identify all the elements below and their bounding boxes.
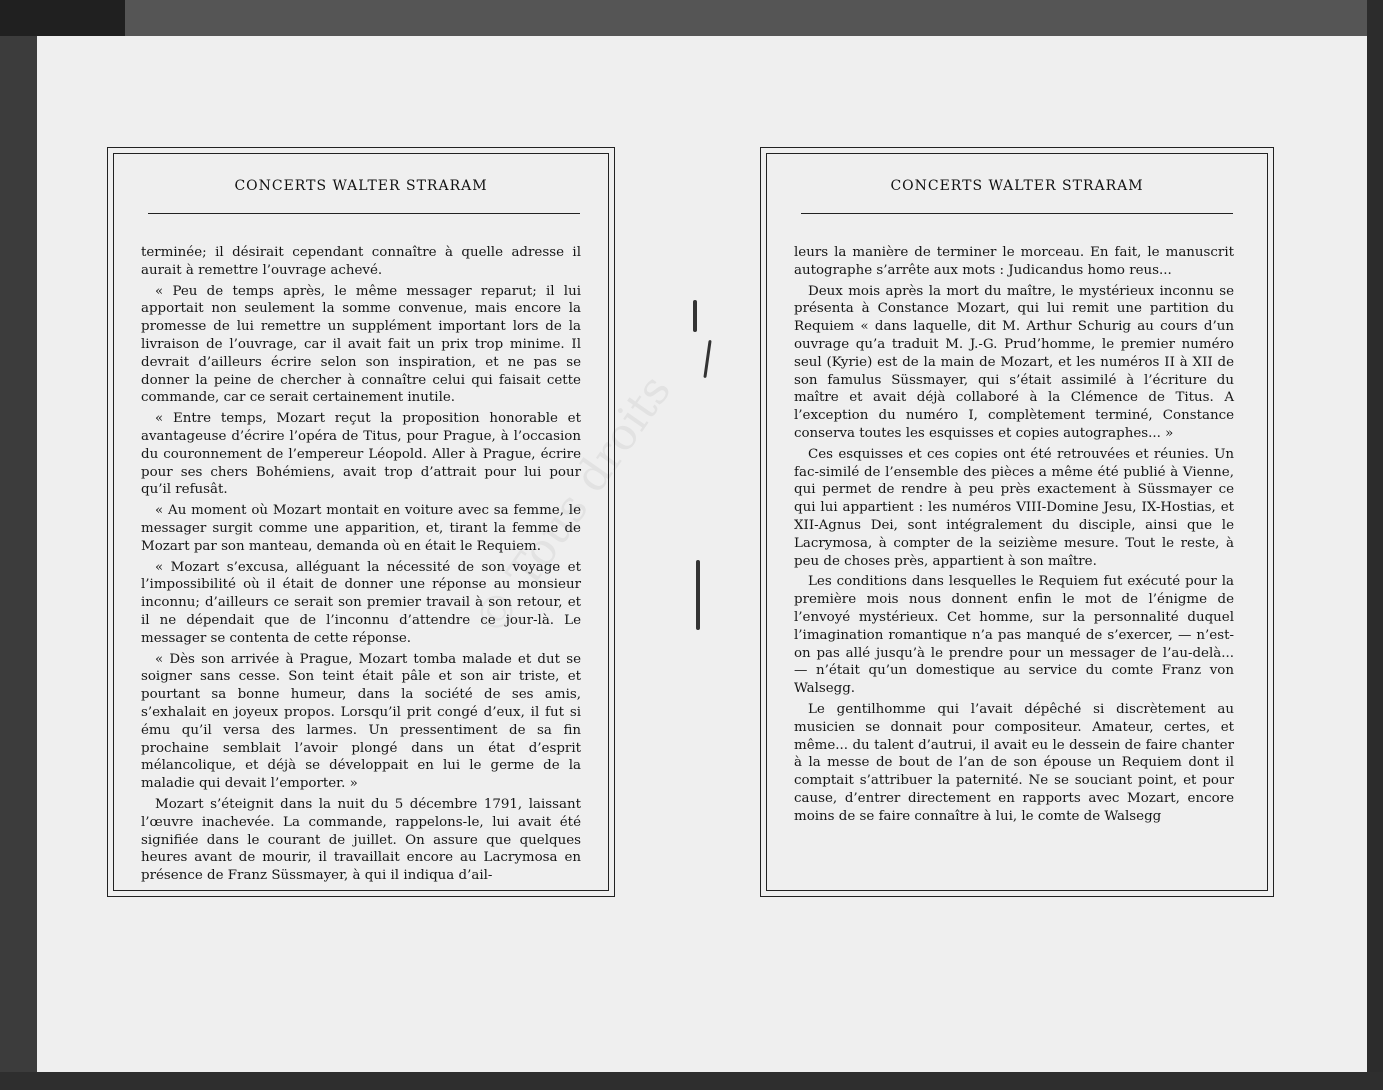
left-page [107, 147, 615, 897]
paragraph: Deux mois après la mort du maître, le mystérieux inconnu se présenta à Constance Mozart, qui lui remit une partition du Requiem « dans laquelle, dit M. Arthur Schurig au cours d’un ouvrage qu’a traduit M. J.-G. Prud’homme, le premier numéro seul (Kyrie) est de la main de Mozart, et les numéros II à XII de son famulus Süssmayer, qui s’était assimilé à l’écriture du maître et avait déjà collaboré à la Clémence de Titus. A l’exception du numéro I, complètement terminé, Constance conserva toutes les esquisses et copies autographes... » [794, 283, 1234, 441]
scanner-right-edge [1367, 0, 1383, 1090]
paragraph: « Entre temps, Mozart reçut la proposition honorable et avantageuse d’écrire l’opéra de Titus, pour Prague, à l’occasion du couronnement de l’empereur Léopold. Aller à Prague, écrire pour ses chers Bohémiens, avait trop d’attrait pour lui pour qu’il refusât. [141, 411, 581, 498]
paragraph: « Au moment où Mozart montait en voiture avec sa femme, le messager surgit comme une apparition, et, tirant la femme de Mozart par son manteau, demanda où en était le Requiem. [141, 503, 581, 554]
scanner-left-edge [0, 36, 37, 1072]
binding-mark [696, 560, 700, 630]
paragraph: Ces esquisses et ces copies ont été retrouvées et réunies. Un fac-similé de l’ensemble des pièces a même été publié à Vienne, qui permet de rendre à peu près exactement à Süssmayer ce qui lui appartient : les numéros VIII-Domine Jesu, IX-Hostias, et XII-Agnus Dei, sont intégralement du disciple, ainsi que le Lacrymosa, à compter de la seizième mesure. Tout le reste, à peu de choses près, appartient à son maître. [794, 446, 1234, 569]
paragraph: Les conditions dans lesquelles le Requiem fut exécuté pour la première mois nous donnent enfin le mot de l’énigme de l’envoyé mystérieux. Cet homme, sur la personnalité duquel l’imagination romantique n’a pas manqué de s’exercer, — n’est-on pas allé jusqu’à le prendre pour un messager de l’au-delà... — n’était qu’un domestique au service du comte Franz von Walsegg. [794, 574, 1234, 697]
paragraph: terminée; il désirait cependant connaître à quelle adresse il aurait à remettre l’ouvrage achevé. [141, 245, 581, 278]
right-page-text [794, 244, 1234, 829]
paragraph: « Peu de temps après, le même messager reparut; il lui apportait non seulement la somme convenue, mais encore la promesse de lui remettre un supplément important lors de la livraison de l’ouvrage, car il avait fait un prix trop minime. Il devrait d’ailleurs écrire selon son inspiration, et ne pas se donner la peine de chercher à connaître celui qui faisait cette commande, car ce serait certainement inutile. [141, 283, 581, 406]
paragraph: « Dès son arrivée à Prague, Mozart tomba malade et dut se soigner sans cesse. Son teint était pâle et son air triste, et pourtant sa bonne humeur, dans la société de ses amis, s’exhalait en joyeux propos. Lorsqu’il prit congé d’eux, il fut si ému qu’il versa des larmes. Un pressentiment de sa fin prochaine semblait l’avoir plongé dans un état d’esprit mélancolique, et déjà se développait en lui le germe de la maladie qui devait l’emporter. » [141, 651, 581, 792]
scanner-top-edge [0, 0, 1383, 36]
paragraph: leurs la manière de terminer le morceau. En fait, le manuscrit autographe s’arrête aux mots : Judicandus homo reus... [794, 245, 1234, 278]
binding-mark [693, 300, 697, 332]
left-page-header: CONCERTS WALTER STRARAM [234, 178, 488, 194]
paragraph: Mozart s’éteignit dans la nuit du 5 décembre 1791, laissant l’œuvre inachevée. La commande, rappelons-le, lui avait été signifiée dans le courant de juillet. On assure que quelques heures avant de mourir, il travaillait encore au Lacrymosa en présence de Franz Süssmayer, à qui il indiqua d’ail- [141, 796, 581, 884]
right-page-header: CONCERTS WALTER STRARAM [890, 178, 1144, 194]
scanner-bottom-edge [0, 1072, 1383, 1090]
right-header-rule [801, 213, 1233, 214]
paragraph: Le gentilhomme qui l’avait dépêché si discrètement au musicien se donnait pour compositeur. Amateur, certes, et même... du talent d’autrui, il avait eu le dessein de faire chanter à la messe de bout de l’an de son épouse un Requiem dont il comptait s’attribuer la paternité. Ne se souciant point, et pour cause, d’entrer directement en rapports avec Mozart, encore moins de se faire connaître à lui, le comte de Walsegg [794, 701, 1234, 824]
right-page [760, 147, 1274, 897]
scanner-corner [0, 0, 125, 36]
left-page-text [141, 244, 581, 888]
paragraph: « Mozart s’excusa, alléguant la nécessité de son voyage et l’impossibilité où il était de donner une réponse au monsieur inconnu; d’ailleurs ce serait son premier travail à son retour, et il ne dépendait que de l’inconnu d’attendre ce jour-là. Le messager se contenta de cette réponse. [141, 559, 581, 646]
left-header-rule [148, 213, 580, 214]
